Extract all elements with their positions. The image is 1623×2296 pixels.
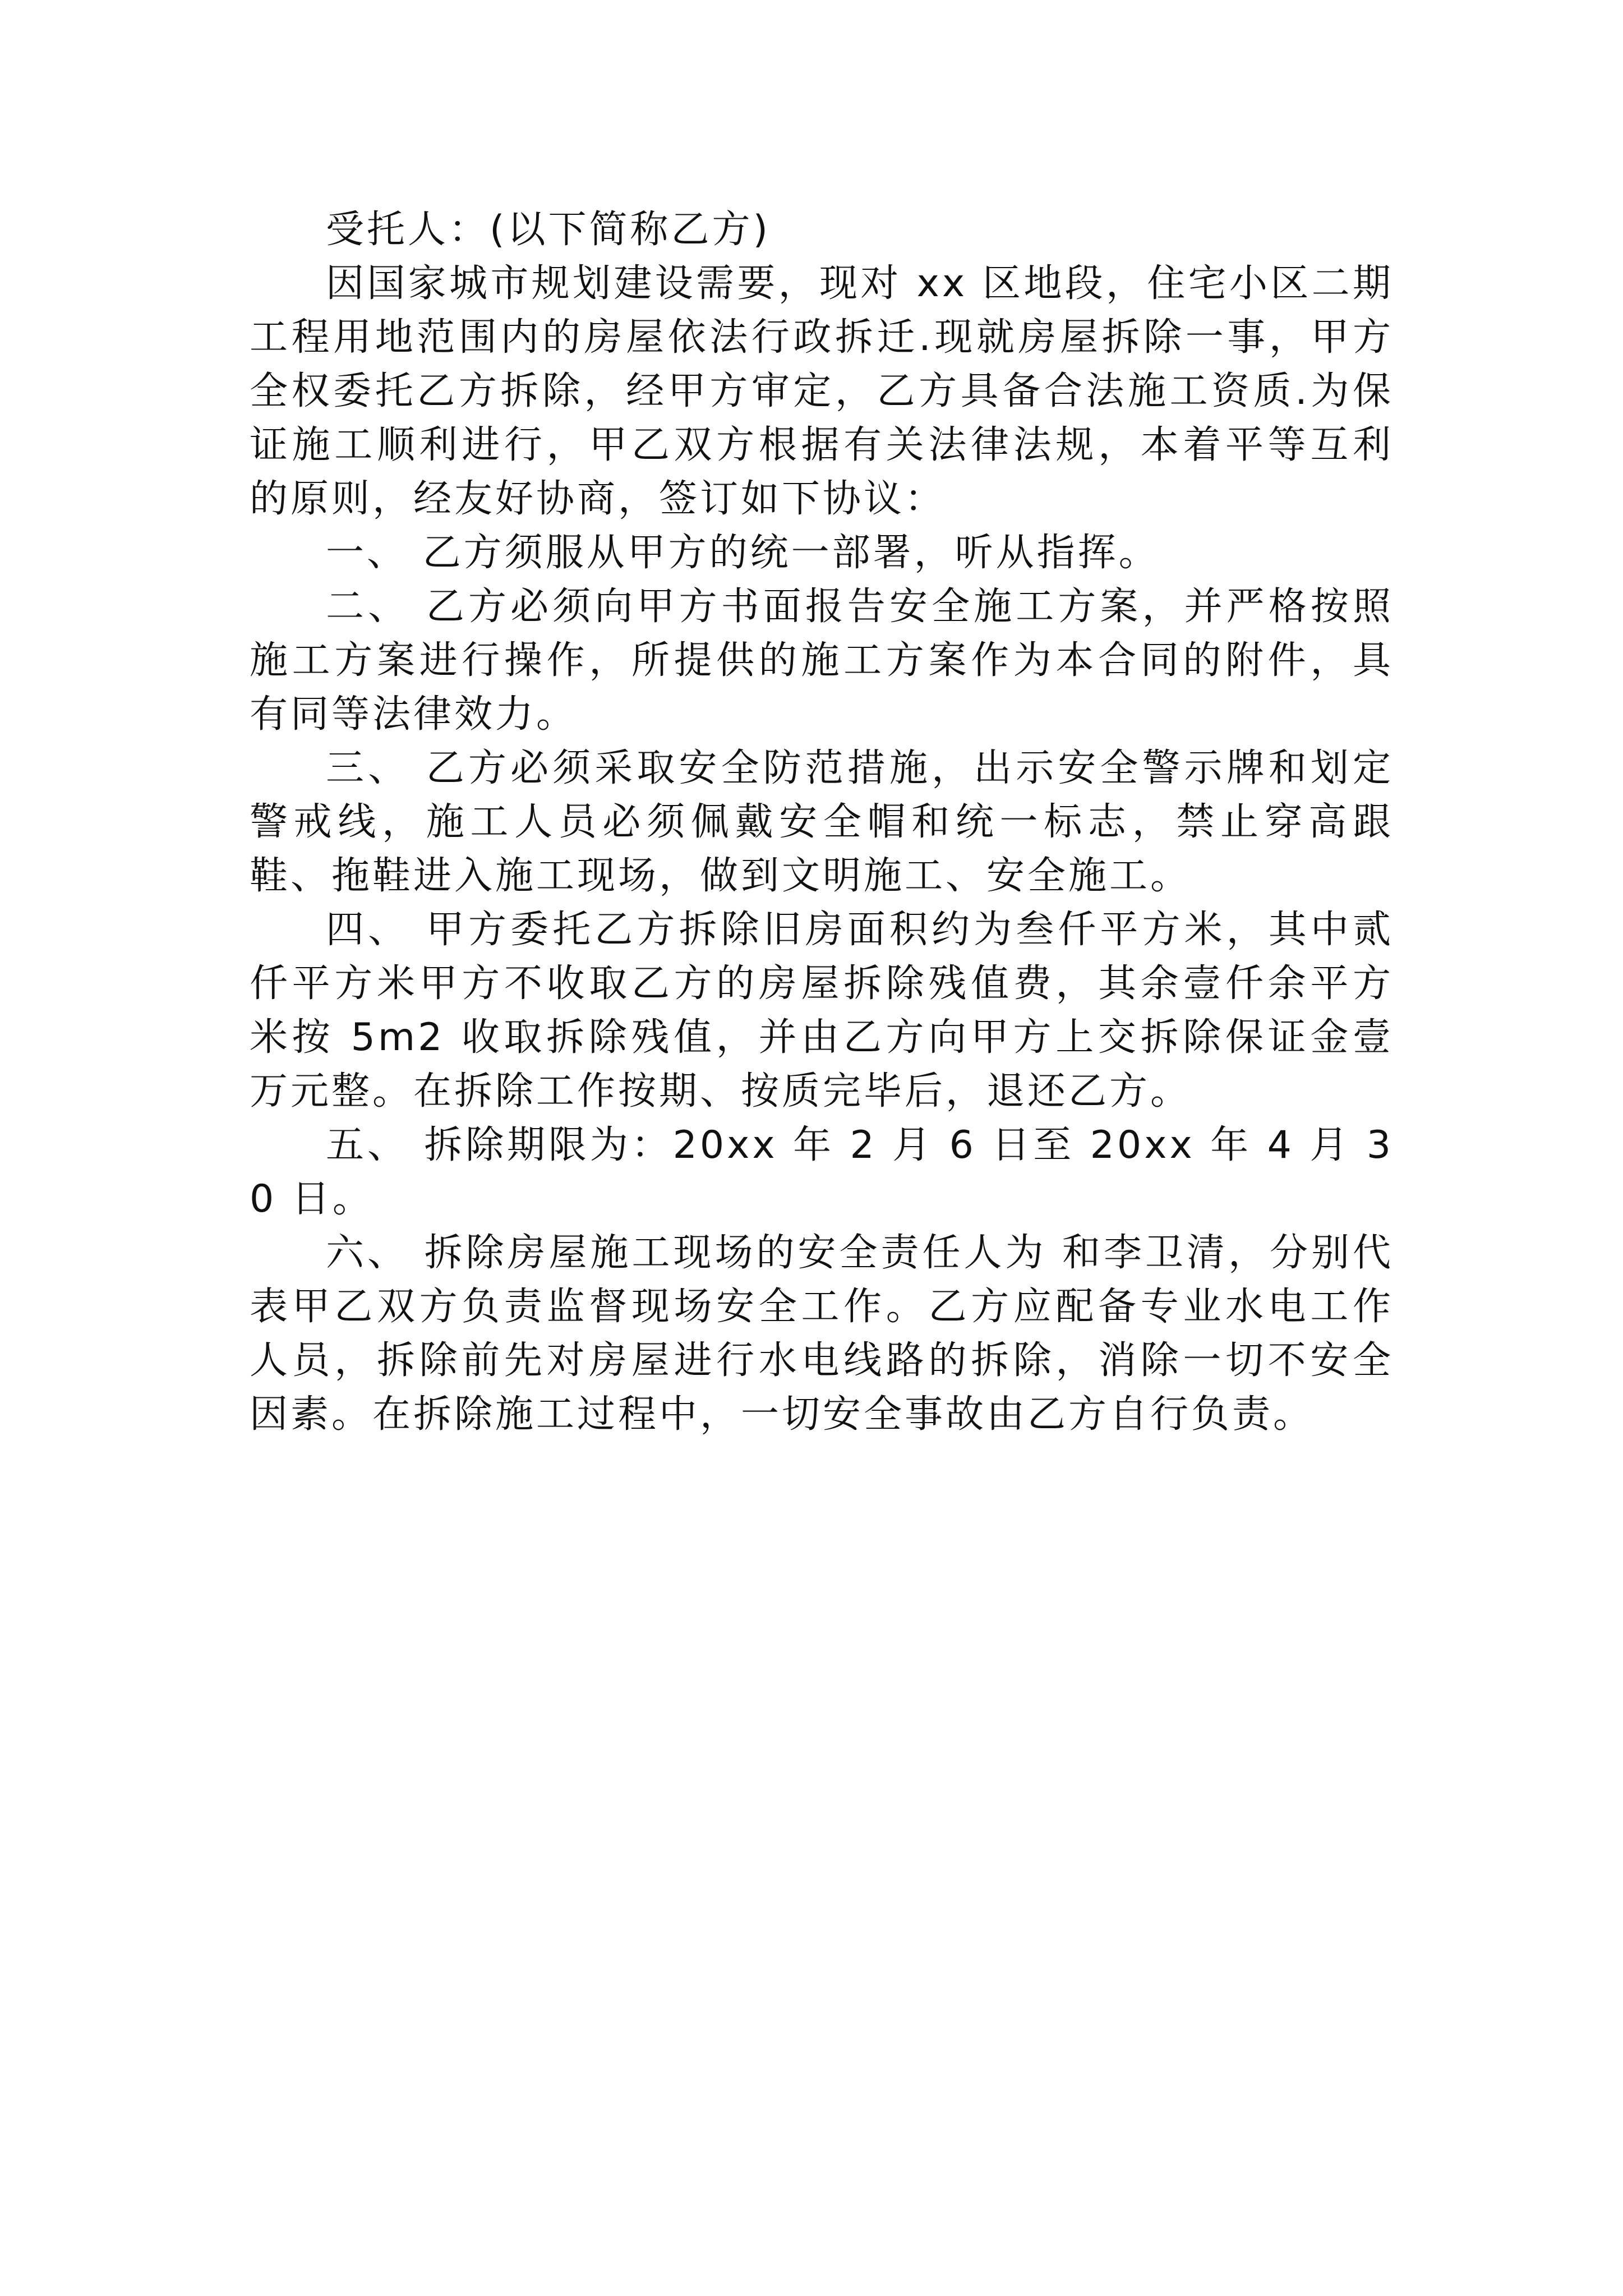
paragraph-clause-1: 一、 乙方须服从甲方的统一部署，听从指挥。 <box>326 531 1160 575</box>
paragraph-clause-3: 三、 乙方必须采取安全防范措施，出示安全警示牌和划定警戒线，施工人员必须佩戴安全帽和统一标志，禁止穿高跟鞋、拖鞋进入施工现场，做到文明施工、安全施工。 <box>250 746 1394 898</box>
paragraph-clause-2: 二、 乙方必须向甲方书面报告安全施工方案，并严格按照施工方案进行操作，所提供的施工方案作为本合同的附件，具有同等法律效力。 <box>250 585 1394 737</box>
paragraph-preamble: 因国家城市规划建设需要，现对 xx 区地段，住宅小区二期工程用地范围内的房屋依法行政拆迁.现就房屋拆除一事，甲方全权委托乙方拆除，经甲方审定，乙方具备合法施工资质.为保证施工顺利进行，甲乙双方根据有关法律法规，本着平等互利的原则，经友好协商，签订如下协议： <box>250 261 1394 521</box>
paragraph-clause-5: 五、 拆除期限为：20xx 年 2 月 6 日至 20xx 年 4 月 30 日。 <box>250 1123 1394 1221</box>
document-body <box>250 203 1394 1442</box>
paragraph-clause-4: 四、 甲方委托乙方拆除旧房面积约为叁仟平方米，其中贰仟平方米甲方不收取乙方的房屋拆除残值费，其余壹仟余平方米按 5m2 收取拆除残值，并由乙方向甲方上交拆除保证金壹万元整。在拆除工作按期、按质完毕后，退还乙方。 <box>250 908 1394 1114</box>
paragraph-entrusted-party: 受托人：(以下简称乙方) <box>326 208 771 252</box>
paragraph-clause-6: 六、 拆除房屋施工现场的安全责任人为 和李卫清，分别代表甲乙双方负责监督现场安全工作。乙方应配备专业水电工作人员，拆除前先对房屋进行水电线路的拆除，消除一切不安全因素。在拆除施工过程中，一切安全事故由乙方自行负责。 <box>250 1231 1394 1437</box>
